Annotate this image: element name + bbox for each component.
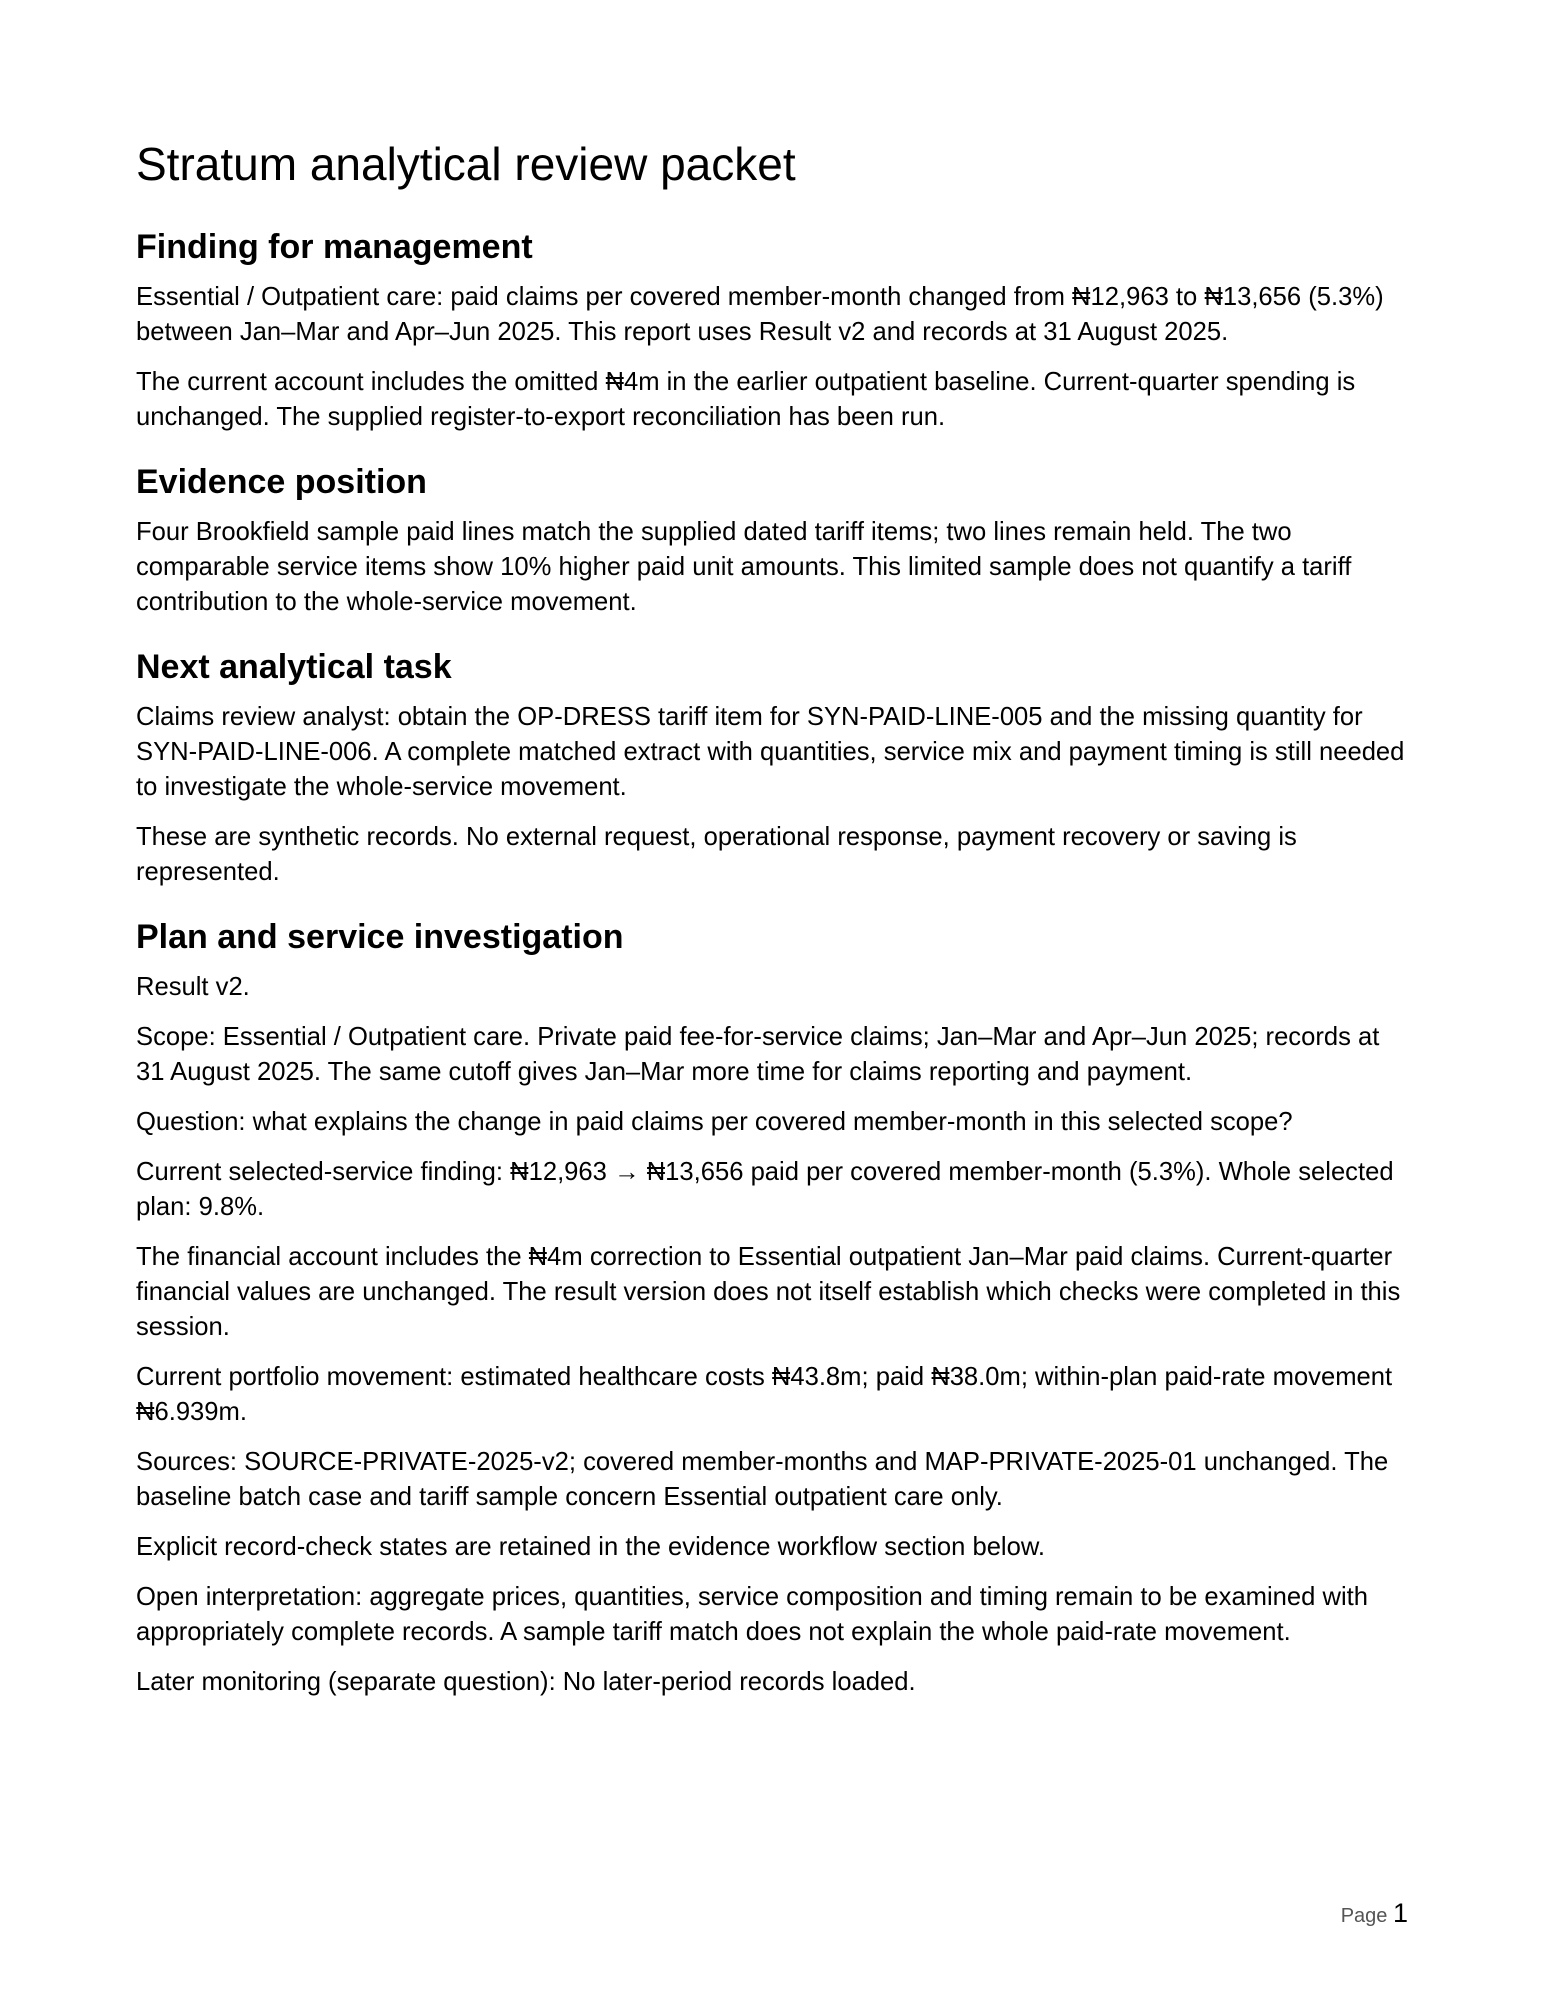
paragraph: Current selected-service finding: ₦12,963 → ₦13,656 paid per covered member-month (5.3%). Whole selected plan: 9.8%.: [136, 1158, 1394, 1221]
paragraph: Open interpretation: aggregate prices, quantities, service composition and timing remain to be examined with appropriately complete records. A sample tariff match does not explain the whole paid-rate movement.: [136, 1583, 1369, 1646]
paragraph: Current portfolio movement: estimated healthcare costs ₦43.8m; paid ₦38.0m; within-plan paid-rate movement ₦6.939m.: [136, 1363, 1393, 1426]
page-label: Page: [1340, 1905, 1388, 1927]
paragraph: The current account includes the omitted ₦4m in the earlier outpatient baseline. Current-quarter spending is unchanged. The supplied register-to-export reconciliation has been run.: [136, 368, 1356, 431]
paragraph: Scope: Essential / Outpatient care. Private paid fee-for-service claims; Jan–Mar and Apr–Jun 2025; records at 31 August 2025. The same cutoff gives Jan–Mar more time for claims reporting and payment.: [136, 1023, 1380, 1086]
paragraph: Result v2.: [136, 973, 250, 1001]
paragraph: Claims review analyst: obtain the OP-DRESS tariff item for SYN-PAID-LINE-005 and the missing quantity for SYN-PAID-LINE-006. A complete matched extract with quantities, service mix and payment timing is still needed to investigate the whole-service movement.: [136, 703, 1405, 801]
section-heading: Next analytical task: [136, 648, 452, 686]
document-title: Stratum analytical review packet: [136, 138, 796, 190]
paragraph: Four Brookfield sample paid lines match the supplied dated tariff items; two lines remain held. The two comparable service items show 10% higher paid unit amounts. This limited sample does not quantify a tariff contribution to the whole-service movement.: [136, 518, 1352, 616]
paragraph: Essential / Outpatient care: paid claims per covered member-month changed from ₦12,963 to ₦13,656 (5.3%) between Jan–Mar and Apr–Jun 2025. This report uses Result v2 and records at 31 August 2025.: [136, 283, 1384, 346]
paragraph: Later monitoring (separate question): No later-period records loaded.: [136, 1668, 916, 1696]
section-heading: Finding for management: [136, 228, 533, 266]
section-next-analytical-task: [136, 646, 1408, 890]
page-number: 1: [1392, 1898, 1408, 1928]
paragraph: These are synthetic records. No external request, operational response, payment recovery or saving is represented.: [136, 823, 1297, 886]
document-page: [136, 136, 1408, 1715]
page-footer: [1341, 1898, 1408, 1929]
section-evidence-position: [136, 461, 1408, 620]
paragraph: Sources: SOURCE-PRIVATE-2025-v2; covered member-months and MAP-PRIVATE-2025-01 unchanged. The baseline batch case and tariff sample concern Essential outpatient care only.: [136, 1448, 1389, 1511]
section-heading: Evidence position: [136, 463, 427, 501]
section-heading: Plan and service investigation: [136, 918, 624, 956]
paragraph: Explicit record-check states are retained in the evidence workflow section below.: [136, 1533, 1046, 1561]
section-plan-and-service-investigation: [136, 916, 1408, 1700]
paragraph: Question: what explains the change in paid claims per covered member-month in this selected scope?: [136, 1108, 1293, 1136]
paragraph: The financial account includes the ₦4m correction to Essential outpatient Jan–Mar paid claims. Current-quarter financial values are unchanged. The result version does not itself establish which checks were completed in this session.: [136, 1243, 1401, 1341]
section-finding-for-management: [136, 226, 1408, 435]
